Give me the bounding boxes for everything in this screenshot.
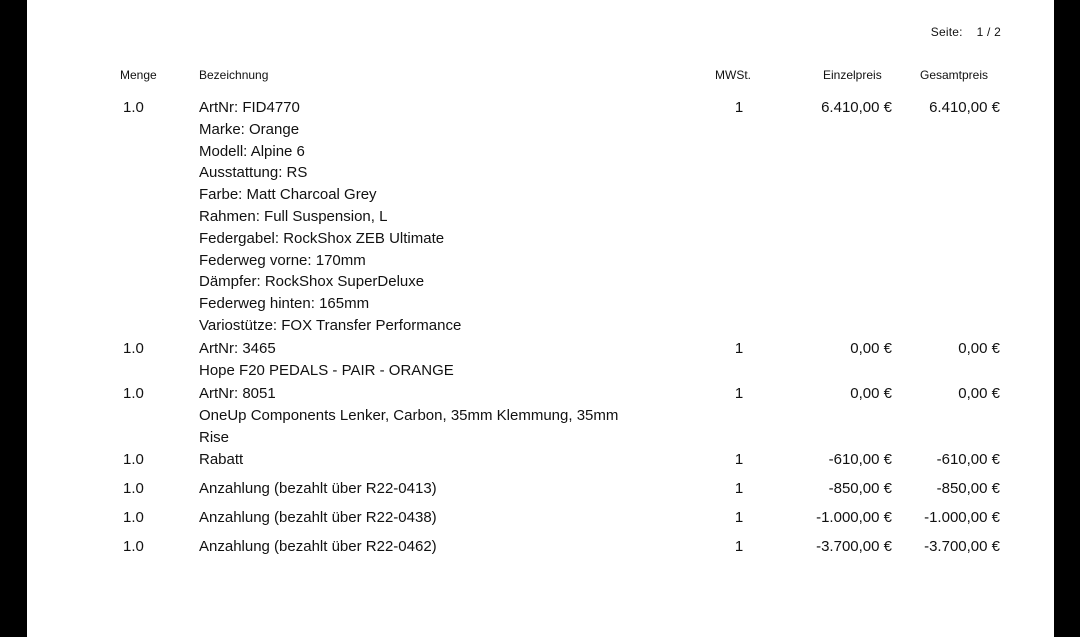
item-gesamtpreis: 0,00 € <box>958 385 1000 402</box>
item-quantity: 1.0 <box>123 538 144 555</box>
page-number <box>931 25 1001 39</box>
header-mwst: MWSt. <box>715 68 751 82</box>
item-einzelpreis: -1.000,00 € <box>816 509 892 526</box>
item-description <box>199 383 719 448</box>
item-description-line: Anzahlung (bezahlt über R22-0462) <box>199 538 437 555</box>
item-description-line: Variostütze: FOX Transfer Performance <box>199 316 462 334</box>
item-description-line: Hope F20 PEDALS - PAIR - ORANGE <box>199 361 454 379</box>
item-einzelpreis: 0,00 € <box>850 340 892 357</box>
header-einzelpreis: Einzelpreis <box>823 68 882 82</box>
item-quantity: 1.0 <box>123 480 144 497</box>
header-menge: Menge <box>120 68 157 82</box>
item-description-line: Marke: Orange <box>199 120 300 138</box>
item-mwst: 1 <box>734 480 744 497</box>
item-description-line: Modell: Alpine 6 <box>199 142 305 160</box>
item-description-line: Anzahlung (bezahlt über R22-0438) <box>199 509 437 526</box>
item-quantity: 1.0 <box>123 509 144 526</box>
item-gesamtpreis: -610,00 € <box>936 451 1000 468</box>
page-label: Seite: <box>930 25 963 39</box>
item-description-line: OneUp Components Lenker, Carbon, 35mm Klemmung, 35mm <box>199 406 619 424</box>
item-description <box>199 449 719 471</box>
header-bezeichnung: Bezeichnung <box>199 68 269 82</box>
item-quantity: 1.0 <box>123 451 144 468</box>
header-gesamtpreis: Gesamtpreis <box>920 68 989 82</box>
item-description <box>199 338 719 382</box>
item-quantity: 1.0 <box>123 99 144 116</box>
item-mwst: 1 <box>734 99 744 116</box>
item-gesamtpreis: 6.410,00 € <box>929 99 1000 116</box>
item-gesamtpreis: -1.000,00 € <box>924 509 1000 526</box>
item-description-line: ArtNr: 3465 <box>199 340 276 357</box>
item-einzelpreis: -3.700,00 € <box>816 538 892 555</box>
item-einzelpreis: -610,00 € <box>828 451 892 468</box>
item-einzelpreis: 0,00 € <box>850 385 892 402</box>
item-quantity: 1.0 <box>123 340 144 357</box>
item-description-line: ArtNr: 8051 <box>199 385 276 402</box>
item-description-line: Rise <box>199 428 230 446</box>
item-description-line: Dämpfer: RockShox SuperDeluxe <box>199 273 425 291</box>
item-gesamtpreis: -3.700,00 € <box>924 538 1000 555</box>
item-description <box>199 507 719 529</box>
item-gesamtpreis: 0,00 € <box>958 340 1000 357</box>
item-description-line: Rahmen: Full Suspension, L <box>199 207 388 225</box>
item-description-line: Federweg vorne: 170mm <box>199 251 366 269</box>
item-mwst: 1 <box>734 385 744 402</box>
invoice-page <box>27 0 1054 637</box>
item-description-line: Federgabel: RockShox ZEB Ultimate <box>199 229 445 247</box>
item-description-line: Rabatt <box>199 451 244 468</box>
item-quantity: 1.0 <box>123 385 144 402</box>
item-gesamtpreis: -850,00 € <box>936 480 1000 497</box>
item-mwst: 1 <box>734 509 744 526</box>
item-description-line: Ausstattung: RS <box>199 164 308 182</box>
item-description <box>199 536 719 558</box>
item-mwst: 1 <box>734 451 744 468</box>
item-description-line: Anzahlung (bezahlt über R22-0413) <box>199 480 437 497</box>
item-description-line: Farbe: Matt Charcoal Grey <box>199 186 377 204</box>
item-einzelpreis: 6.410,00 € <box>821 99 892 116</box>
item-einzelpreis: -850,00 € <box>828 480 892 497</box>
item-description-line: ArtNr: FID4770 <box>199 99 300 116</box>
item-mwst: 1 <box>734 340 744 357</box>
page-count: 1 / 2 <box>976 25 1001 39</box>
item-description <box>199 97 719 337</box>
item-description <box>199 478 719 500</box>
item-mwst: 1 <box>734 538 744 555</box>
item-description-line: Federweg hinten: 165mm <box>199 295 370 313</box>
